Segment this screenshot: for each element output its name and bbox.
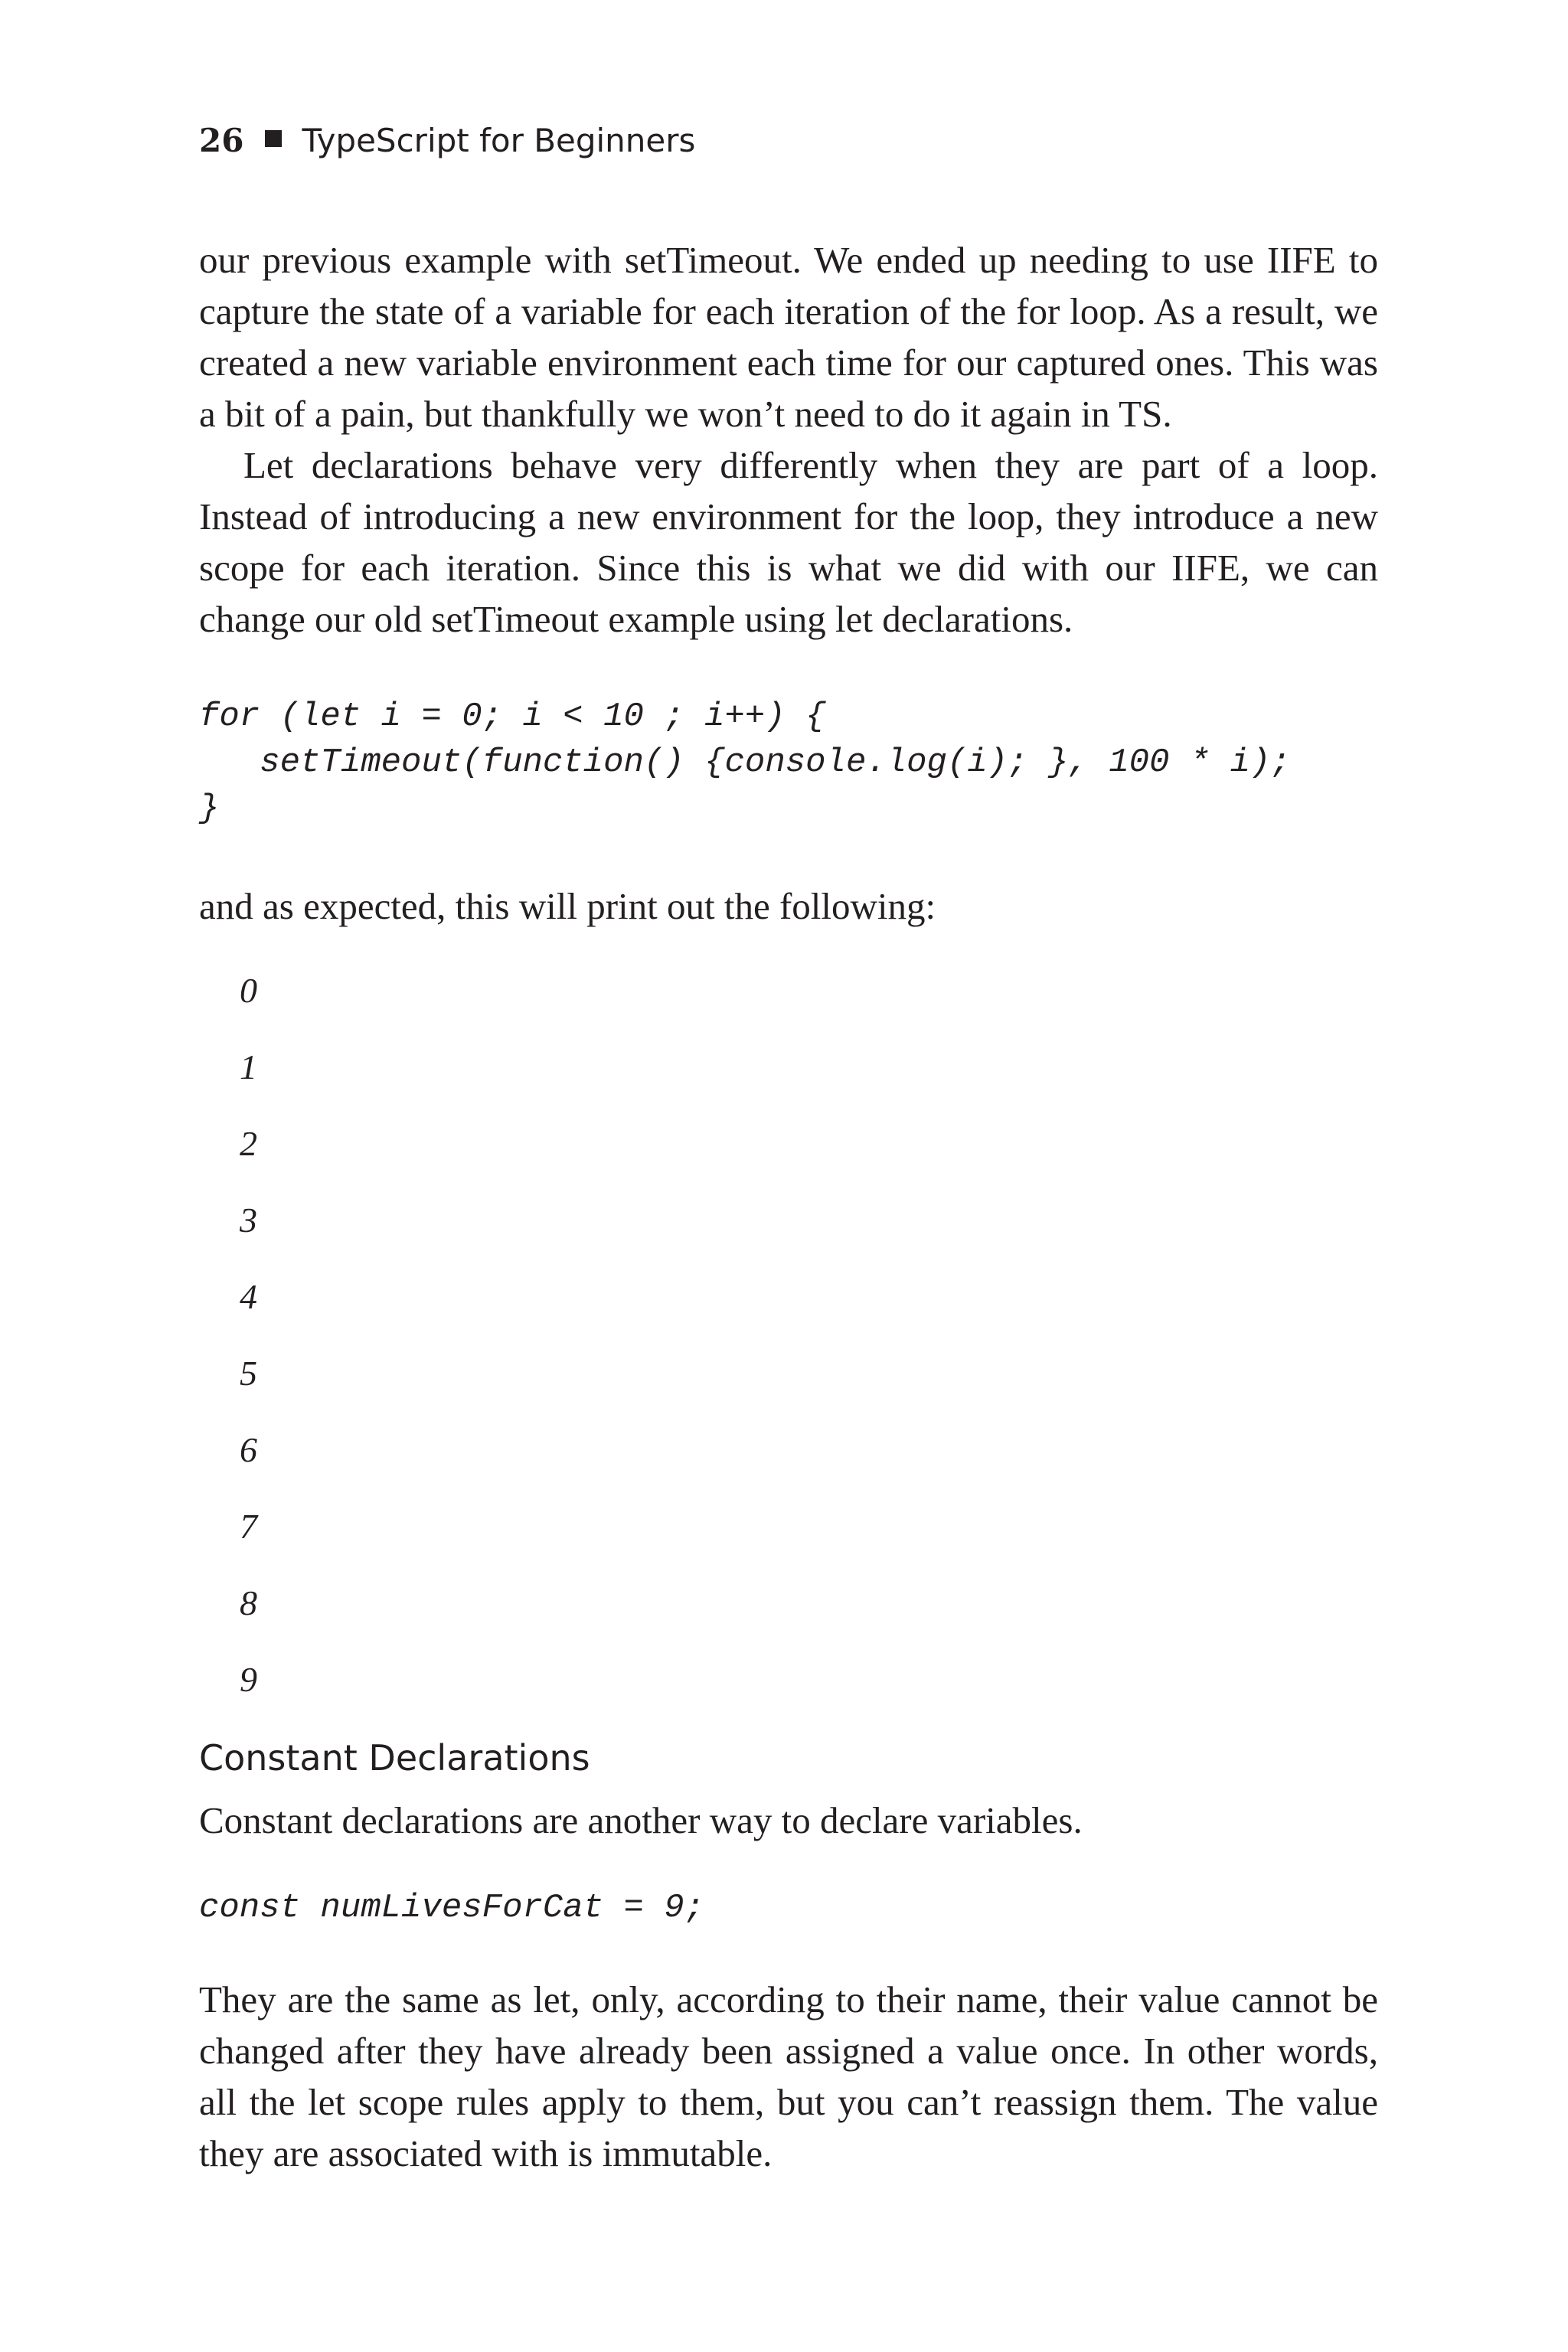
output-value: 0	[240, 971, 257, 1010]
paragraph-expected-output: and as expected, this will print out the following:	[199, 885, 936, 927]
code-line: setTimeout(function() {console.log(i); }, 100 * i);	[199, 743, 1291, 782]
paragraph-constant-explanation-block	[199, 1974, 1378, 2179]
output-value: 8	[240, 1583, 257, 1622]
output-value: 4	[240, 1277, 257, 1316]
output-value: 7	[240, 1507, 257, 1546]
code-line: for (let i = 0; i < 10 ; i++) {	[199, 697, 826, 736]
paragraph-setTimeout-recap: our previous example with setTimeout. We ended up needing to use IIFE to capture the state of a variable for each iteration of the for loop. As a result, we created a new variable environment each time for our captured ones. This was a bit of a pain, but thankfully we won’t need to do it again in TS.	[199, 239, 1378, 435]
paragraph-constant-intro: Constant declarations are another way to declare variables.	[199, 1799, 1083, 1841]
intro-paragraphs	[199, 234, 1378, 645]
code-line: }	[199, 789, 220, 828]
output-value: 3	[240, 1200, 257, 1240]
output-value: 5	[240, 1354, 257, 1393]
page-number: 26	[199, 122, 244, 159]
output-value: 1	[240, 1047, 257, 1086]
code-line: const numLivesForCat = 9;	[199, 1889, 705, 1927]
code-block-const	[199, 1885, 704, 1931]
paragraph-constant-explanation: They are the same as let, only, according to their name, their value cannot be changed after they have already been assigned a value once. In other words, all the let scope rules apply to them, but you can’t reassign them. The value they are associated with is immutable.	[199, 1978, 1378, 2174]
code-block-for-loop	[199, 694, 1291, 831]
book-title: TypeScript for Beginners	[302, 122, 696, 159]
output-value: 6	[240, 1430, 257, 1469]
paragraph-let-in-loops: Let declarations behave very differently when they are part of a loop. Instead of introducing a new environment for the loop, they introduce a new scope for each iteration. Since this is what we did with our IIFE, we can change our old setTimeout example using let declarations.	[199, 444, 1378, 640]
square-bullet-icon	[265, 130, 282, 147]
section-heading: Constant Declarations	[199, 1737, 590, 1779]
output-value: 9	[240, 1660, 257, 1699]
running-head	[199, 119, 695, 162]
output-value: 2	[240, 1124, 257, 1163]
